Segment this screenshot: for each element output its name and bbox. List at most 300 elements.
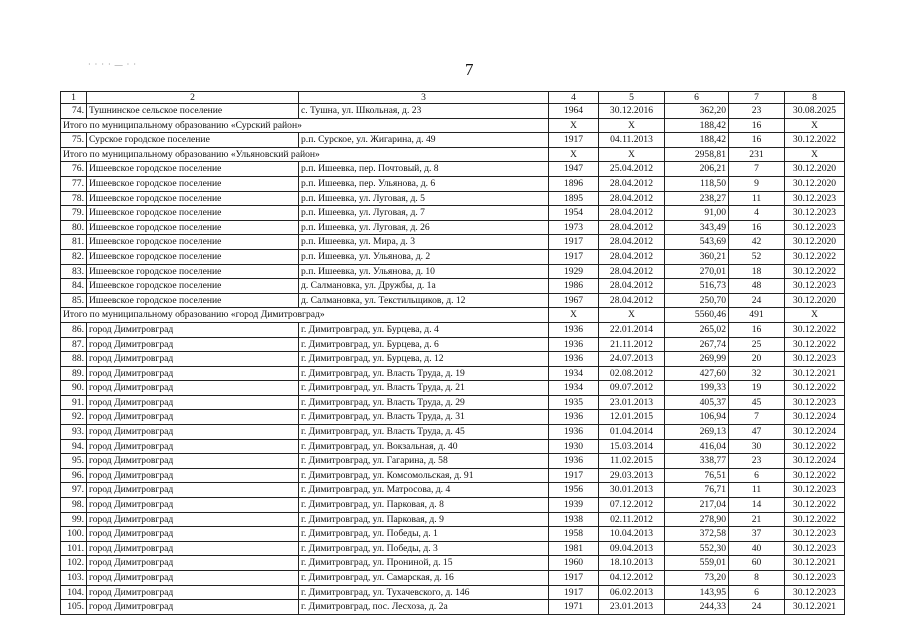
header-row: [61, 92, 845, 104]
residents-cell: 6: [729, 468, 785, 483]
deadline-cell: 30.12.2021: [785, 556, 845, 571]
area-cell: 405,37: [665, 395, 729, 410]
settlement-cell: город Димитровград: [87, 498, 299, 513]
address-cell: р.п. Сурское, ул. Жигарина, д. 49: [299, 133, 549, 148]
address-cell: г. Димитровград, ул. Самарская, д. 16: [299, 571, 549, 586]
area-cell: 118,50: [665, 176, 729, 191]
address-cell: г. Димитровград, ул. Власть Труда, д. 29: [299, 395, 549, 410]
date-cell: 15.03.2014: [599, 439, 665, 454]
settlement-cell: город Димитровград: [87, 425, 299, 440]
table-row: [61, 512, 845, 527]
area-cell: 343,49: [665, 220, 729, 235]
residents-cell: 42: [729, 235, 785, 250]
date-cell: 29.03.2013: [599, 468, 665, 483]
deadline-cell: 30.12.2023: [785, 206, 845, 221]
deadline-cell: 30.12.2022: [785, 337, 845, 352]
row-number: 95.: [61, 454, 87, 469]
table-row: [61, 293, 845, 308]
date-cell: 30.01.2013: [599, 483, 665, 498]
deadline-cell: 30.12.2021: [785, 366, 845, 381]
year-cell: 1896: [549, 176, 599, 191]
deadline-cell: 30.12.2023: [785, 571, 845, 586]
row-number: 91.: [61, 395, 87, 410]
row-number: 97.: [61, 483, 87, 498]
table-row: [61, 600, 845, 615]
table-row: [61, 410, 845, 425]
settlement-cell: Ишеевское городское поселение: [87, 279, 299, 294]
year-cell: 1917: [549, 468, 599, 483]
address-cell: г. Димитровград, ул. Власть Труда, д. 19: [299, 366, 549, 381]
area-cell: 199,33: [665, 381, 729, 396]
area-cell: 91,00: [665, 206, 729, 221]
area-cell: 143,95: [665, 585, 729, 600]
residents-cell: 37: [729, 527, 785, 542]
residents-cell: 52: [729, 249, 785, 264]
area-cell: 188,42: [665, 133, 729, 148]
header-cell: 7: [729, 92, 785, 104]
year-cell: 1964: [549, 104, 599, 119]
scan-marks: · · · · — · ·: [88, 60, 137, 69]
table-row: [61, 279, 845, 294]
deadline-cell: 30.12.2022: [785, 249, 845, 264]
date-cell: 28.04.2012: [599, 249, 665, 264]
table-row: [61, 162, 845, 177]
area-cell: 76,71: [665, 483, 729, 498]
residents-cell: 23: [729, 104, 785, 119]
deadline-cell: 30.12.2022: [785, 322, 845, 337]
deadline-cell: 30.12.2022: [785, 381, 845, 396]
year-cell: X: [549, 147, 599, 162]
total-label: Итого по муниципальному образованию «Сурский район»: [61, 118, 549, 133]
date-cell: 09.04.2013: [599, 541, 665, 556]
address-cell: г. Димитровград, ул. Победы, д. 1: [299, 527, 549, 542]
address-cell: г. Димитровград, пос. Лесхоза, д. 2а: [299, 600, 549, 615]
table-row: [61, 366, 845, 381]
address-cell: с. Тушна, ул. Школьная, д. 23: [299, 104, 549, 119]
settlement-cell: город Димитровград: [87, 571, 299, 586]
residents-cell: 8: [729, 571, 785, 586]
row-number: 77.: [61, 176, 87, 191]
settlement-cell: город Димитровград: [87, 381, 299, 396]
year-cell: 1936: [549, 337, 599, 352]
address-cell: р.п. Ишеевка, пер. Ульянова, д. 6: [299, 176, 549, 191]
table-row: [61, 527, 845, 542]
area-cell: 269,99: [665, 352, 729, 367]
date-cell: 09.07.2012: [599, 381, 665, 396]
table-row: [61, 381, 845, 396]
year-cell: 1938: [549, 512, 599, 527]
deadline-cell: 30.12.2024: [785, 425, 845, 440]
table-row: [61, 133, 845, 148]
residents-cell: 18: [729, 264, 785, 279]
deadline-cell: 30.12.2023: [785, 585, 845, 600]
date-cell: 10.04.2013: [599, 527, 665, 542]
row-number: 94.: [61, 439, 87, 454]
settlement-cell: город Димитровград: [87, 395, 299, 410]
settlement-cell: город Димитровград: [87, 541, 299, 556]
year-cell: 1917: [549, 571, 599, 586]
address-cell: р.п. Ишеевка, ул. Луговая, д. 26: [299, 220, 549, 235]
address-cell: р.п. Ишеевка, ул. Луговая, д. 7: [299, 206, 549, 221]
deadline-cell: 30.12.2022: [785, 439, 845, 454]
deadline-cell: 30.12.2022: [785, 468, 845, 483]
year-cell: 1981: [549, 541, 599, 556]
row-number: 84.: [61, 279, 87, 294]
residents-cell: 16: [729, 118, 785, 133]
residents-cell: 14: [729, 498, 785, 513]
residents-cell: 20: [729, 352, 785, 367]
settlement-cell: город Димитровград: [87, 352, 299, 367]
area-cell: 270,01: [665, 264, 729, 279]
deadline-cell: 30.12.2023: [785, 527, 845, 542]
row-number: 103.: [61, 571, 87, 586]
deadline-cell: 30.12.2024: [785, 410, 845, 425]
area-cell: 267,74: [665, 337, 729, 352]
area-cell: 250,70: [665, 293, 729, 308]
row-number: 104.: [61, 585, 87, 600]
deadline-cell: 30.12.2023: [785, 541, 845, 556]
header-cell: 3: [299, 92, 549, 104]
area-cell: 244,33: [665, 600, 729, 615]
total-label: Итого по муниципальному образованию «Ульяновский район»: [61, 147, 549, 162]
table-row: [61, 191, 845, 206]
date-cell: 28.04.2012: [599, 264, 665, 279]
table-row: [61, 322, 845, 337]
residents-cell: 24: [729, 600, 785, 615]
area-cell: 238,27: [665, 191, 729, 206]
table-row: [61, 483, 845, 498]
deadline-cell: 30.12.2023: [785, 279, 845, 294]
table-row: [61, 571, 845, 586]
year-cell: 1934: [549, 366, 599, 381]
deadline-cell: 30.12.2023: [785, 483, 845, 498]
area-cell: 278,90: [665, 512, 729, 527]
address-cell: г. Димитровград, ул. Бурцева, д. 6: [299, 337, 549, 352]
table-row: [61, 352, 845, 367]
table-row: [61, 454, 845, 469]
settlement-cell: город Димитровград: [87, 322, 299, 337]
total-row: [61, 308, 845, 323]
date-cell: 07.12.2012: [599, 498, 665, 513]
residents-cell: 25: [729, 337, 785, 352]
year-cell: 1986: [549, 279, 599, 294]
row-number: 82.: [61, 249, 87, 264]
year-cell: 1967: [549, 293, 599, 308]
settlement-cell: Ишеевское городское поселение: [87, 220, 299, 235]
deadline-cell: 30.12.2021: [785, 600, 845, 615]
date-cell: 04.11.2013: [599, 133, 665, 148]
settlement-cell: Сурское городское поселение: [87, 133, 299, 148]
residents-cell: 32: [729, 366, 785, 381]
settlement-cell: Ишеевское городское поселение: [87, 235, 299, 250]
header-cell: 6: [665, 92, 729, 104]
year-cell: 1947: [549, 162, 599, 177]
deadline-cell: X: [785, 147, 845, 162]
total-row: [61, 147, 845, 162]
row-number: 78.: [61, 191, 87, 206]
settlement-cell: Тушнинское сельское поселение: [87, 104, 299, 119]
area-cell: 427,60: [665, 366, 729, 381]
address-cell: г. Димитровград, ул. Бурцева, д. 4: [299, 322, 549, 337]
area-cell: 360,21: [665, 249, 729, 264]
row-number: 99.: [61, 512, 87, 527]
table-row: [61, 206, 845, 221]
date-cell: 28.04.2012: [599, 220, 665, 235]
date-cell: 18.10.2013: [599, 556, 665, 571]
year-cell: 1939: [549, 498, 599, 513]
date-cell: 02.08.2012: [599, 366, 665, 381]
address-cell: г. Димитровград, ул. Вокзальная, д. 40: [299, 439, 549, 454]
area-cell: 5560,46: [665, 308, 729, 323]
settlement-cell: город Димитровград: [87, 468, 299, 483]
deadline-cell: X: [785, 118, 845, 133]
address-cell: г. Димитровград, ул. Гагарина, д. 58: [299, 454, 549, 469]
settlement-cell: город Димитровград: [87, 439, 299, 454]
row-number: 85.: [61, 293, 87, 308]
total-row: [61, 118, 845, 133]
area-cell: 206,21: [665, 162, 729, 177]
date-cell: 28.04.2012: [599, 191, 665, 206]
residents-cell: 45: [729, 395, 785, 410]
area-cell: 188,42: [665, 118, 729, 133]
area-cell: 106,94: [665, 410, 729, 425]
date-cell: X: [599, 308, 665, 323]
settlement-cell: Ишеевское городское поселение: [87, 191, 299, 206]
row-number: 98.: [61, 498, 87, 513]
row-number: 89.: [61, 366, 87, 381]
total-label: Итого по муниципальному образованию «город Димитровград»: [61, 308, 549, 323]
row-number: 76.: [61, 162, 87, 177]
residents-cell: 23: [729, 454, 785, 469]
area-cell: 338,77: [665, 454, 729, 469]
register-table: [60, 91, 845, 615]
table-row: [61, 498, 845, 513]
area-cell: 73,20: [665, 571, 729, 586]
deadline-cell: 30.12.2023: [785, 220, 845, 235]
settlement-cell: город Димитровград: [87, 410, 299, 425]
address-cell: г. Димитровград, ул. Комсомольская, д. 91: [299, 468, 549, 483]
residents-cell: 11: [729, 191, 785, 206]
year-cell: 1917: [549, 235, 599, 250]
year-cell: 1929: [549, 264, 599, 279]
residents-cell: 7: [729, 162, 785, 177]
date-cell: 28.04.2012: [599, 176, 665, 191]
date-cell: 23.01.2013: [599, 600, 665, 615]
row-number: 105.: [61, 600, 87, 615]
row-number: 93.: [61, 425, 87, 440]
area-cell: 362,20: [665, 104, 729, 119]
residents-cell: 19: [729, 381, 785, 396]
residents-cell: 47: [729, 425, 785, 440]
year-cell: 1936: [549, 425, 599, 440]
area-cell: 552,30: [665, 541, 729, 556]
year-cell: 1930: [549, 439, 599, 454]
deadline-cell: 30.12.2022: [785, 498, 845, 513]
header-cell: 1: [61, 92, 87, 104]
date-cell: 28.04.2012: [599, 293, 665, 308]
year-cell: 1917: [549, 133, 599, 148]
row-number: 83.: [61, 264, 87, 279]
date-cell: 30.12.2016: [599, 104, 665, 119]
residents-cell: 9: [729, 176, 785, 191]
year-cell: 1895: [549, 191, 599, 206]
residents-cell: 491: [729, 308, 785, 323]
row-number: 87.: [61, 337, 87, 352]
address-cell: р.п. Ишеевка, ул. Ульянова, д. 2: [299, 249, 549, 264]
area-cell: 2958,81: [665, 147, 729, 162]
settlement-cell: город Димитровград: [87, 366, 299, 381]
address-cell: р.п. Ишеевка, ул. Ульянова, д. 10: [299, 264, 549, 279]
deadline-cell: X: [785, 308, 845, 323]
row-number: 101.: [61, 541, 87, 556]
residents-cell: 7: [729, 410, 785, 425]
settlement-cell: город Димитровград: [87, 585, 299, 600]
address-cell: р.п. Ишеевка, пер. Почтовый, д. 8: [299, 162, 549, 177]
year-cell: 1954: [549, 206, 599, 221]
date-cell: 28.04.2012: [599, 279, 665, 294]
residents-cell: 48: [729, 279, 785, 294]
year-cell: 1936: [549, 454, 599, 469]
year-cell: 1971: [549, 600, 599, 615]
table-row: [61, 104, 845, 119]
date-cell: 25.04.2012: [599, 162, 665, 177]
settlement-cell: город Димитровград: [87, 527, 299, 542]
year-cell: 1973: [549, 220, 599, 235]
row-number: 86.: [61, 322, 87, 337]
residents-cell: 16: [729, 322, 785, 337]
date-cell: 21.11.2012: [599, 337, 665, 352]
year-cell: 1936: [549, 410, 599, 425]
settlement-cell: город Димитровград: [87, 483, 299, 498]
residents-cell: 24: [729, 293, 785, 308]
address-cell: г. Димитровград, ул. Власть Труда, д. 45: [299, 425, 549, 440]
table-row: [61, 337, 845, 352]
date-cell: 22.01.2014: [599, 322, 665, 337]
header-cell: 2: [87, 92, 299, 104]
settlement-cell: город Димитровград: [87, 512, 299, 527]
row-number: 81.: [61, 235, 87, 250]
row-number: 100.: [61, 527, 87, 542]
settlement-cell: город Димитровград: [87, 337, 299, 352]
row-number: 96.: [61, 468, 87, 483]
header-cell: 5: [599, 92, 665, 104]
address-cell: г. Димитровград, ул. Бурцева, д. 12: [299, 352, 549, 367]
area-cell: 217,04: [665, 498, 729, 513]
residents-cell: 4: [729, 206, 785, 221]
table-row: [61, 264, 845, 279]
area-cell: 516,73: [665, 279, 729, 294]
area-cell: 416,04: [665, 439, 729, 454]
date-cell: 02.11.2012: [599, 512, 665, 527]
year-cell: 1917: [549, 585, 599, 600]
deadline-cell: 30.12.2020: [785, 162, 845, 177]
settlement-cell: город Димитровград: [87, 600, 299, 615]
deadline-cell: 30.12.2024: [785, 454, 845, 469]
table-row: [61, 235, 845, 250]
residents-cell: 11: [729, 483, 785, 498]
settlement-cell: город Димитровград: [87, 454, 299, 469]
page-number: 7: [465, 60, 474, 79]
residents-cell: 40: [729, 541, 785, 556]
date-cell: X: [599, 118, 665, 133]
year-cell: X: [549, 118, 599, 133]
deadline-cell: 30.12.2020: [785, 176, 845, 191]
table-row: [61, 176, 845, 191]
year-cell: X: [549, 308, 599, 323]
table-row: [61, 439, 845, 454]
table-row: [61, 220, 845, 235]
deadline-cell: 30.12.2022: [785, 264, 845, 279]
date-cell: 28.04.2012: [599, 206, 665, 221]
table-row: [61, 425, 845, 440]
area-cell: 76,51: [665, 468, 729, 483]
address-cell: г. Димитровград, ул. Парковая, д. 9: [299, 512, 549, 527]
table-row: [61, 249, 845, 264]
settlement-cell: Ишеевское городское поселение: [87, 293, 299, 308]
row-number: 80.: [61, 220, 87, 235]
area-cell: 265,02: [665, 322, 729, 337]
header-cell: 8: [785, 92, 845, 104]
table-row: [61, 541, 845, 556]
deadline-cell: 30.12.2023: [785, 395, 845, 410]
address-cell: г. Димитровград, ул. Тухачевского, д. 146: [299, 585, 549, 600]
date-cell: 23.01.2013: [599, 395, 665, 410]
deadline-cell: 30.12.2020: [785, 235, 845, 250]
residents-cell: 60: [729, 556, 785, 571]
area-cell: 269,13: [665, 425, 729, 440]
table-row: [61, 556, 845, 571]
deadline-cell: 30.12.2022: [785, 133, 845, 148]
date-cell: 24.07.2013: [599, 352, 665, 367]
date-cell: 06.02.2013: [599, 585, 665, 600]
settlement-cell: Ишеевское городское поселение: [87, 264, 299, 279]
row-number: 88.: [61, 352, 87, 367]
year-cell: 1934: [549, 381, 599, 396]
settlement-cell: Ишеевское городское поселение: [87, 206, 299, 221]
year-cell: 1936: [549, 322, 599, 337]
residents-cell: 16: [729, 220, 785, 235]
year-cell: 1917: [549, 249, 599, 264]
date-cell: 28.04.2012: [599, 235, 665, 250]
area-cell: 543,69: [665, 235, 729, 250]
address-cell: р.п. Ишеевка, ул. Мира, д. 3: [299, 235, 549, 250]
address-cell: г. Димитровград, ул. Парковая, д. 8: [299, 498, 549, 513]
settlement-cell: город Димитровград: [87, 556, 299, 571]
row-number: 79.: [61, 206, 87, 221]
table-row: [61, 468, 845, 483]
deadline-cell: 30.12.2023: [785, 352, 845, 367]
address-cell: д. Салмановка, ул. Дружбы, д. 1а: [299, 279, 549, 294]
address-cell: г. Димитровград, ул. Прониной, д. 15: [299, 556, 549, 571]
table-row: [61, 585, 845, 600]
date-cell: 11.02.2015: [599, 454, 665, 469]
deadline-cell: 30.12.2022: [785, 512, 845, 527]
table-row: [61, 395, 845, 410]
year-cell: 1960: [549, 556, 599, 571]
address-cell: г. Димитровград, ул. Власть Труда, д. 31: [299, 410, 549, 425]
date-cell: 01.04.2014: [599, 425, 665, 440]
settlement-cell: Ишеевское городское поселение: [87, 162, 299, 177]
address-cell: г. Димитровград, ул. Матросова, д. 4: [299, 483, 549, 498]
year-cell: 1935: [549, 395, 599, 410]
residents-cell: 231: [729, 147, 785, 162]
area-cell: 372,58: [665, 527, 729, 542]
year-cell: 1958: [549, 527, 599, 542]
residents-cell: 21: [729, 512, 785, 527]
row-number: 74.: [61, 104, 87, 119]
row-number: 75.: [61, 133, 87, 148]
header-cell: 4: [549, 92, 599, 104]
